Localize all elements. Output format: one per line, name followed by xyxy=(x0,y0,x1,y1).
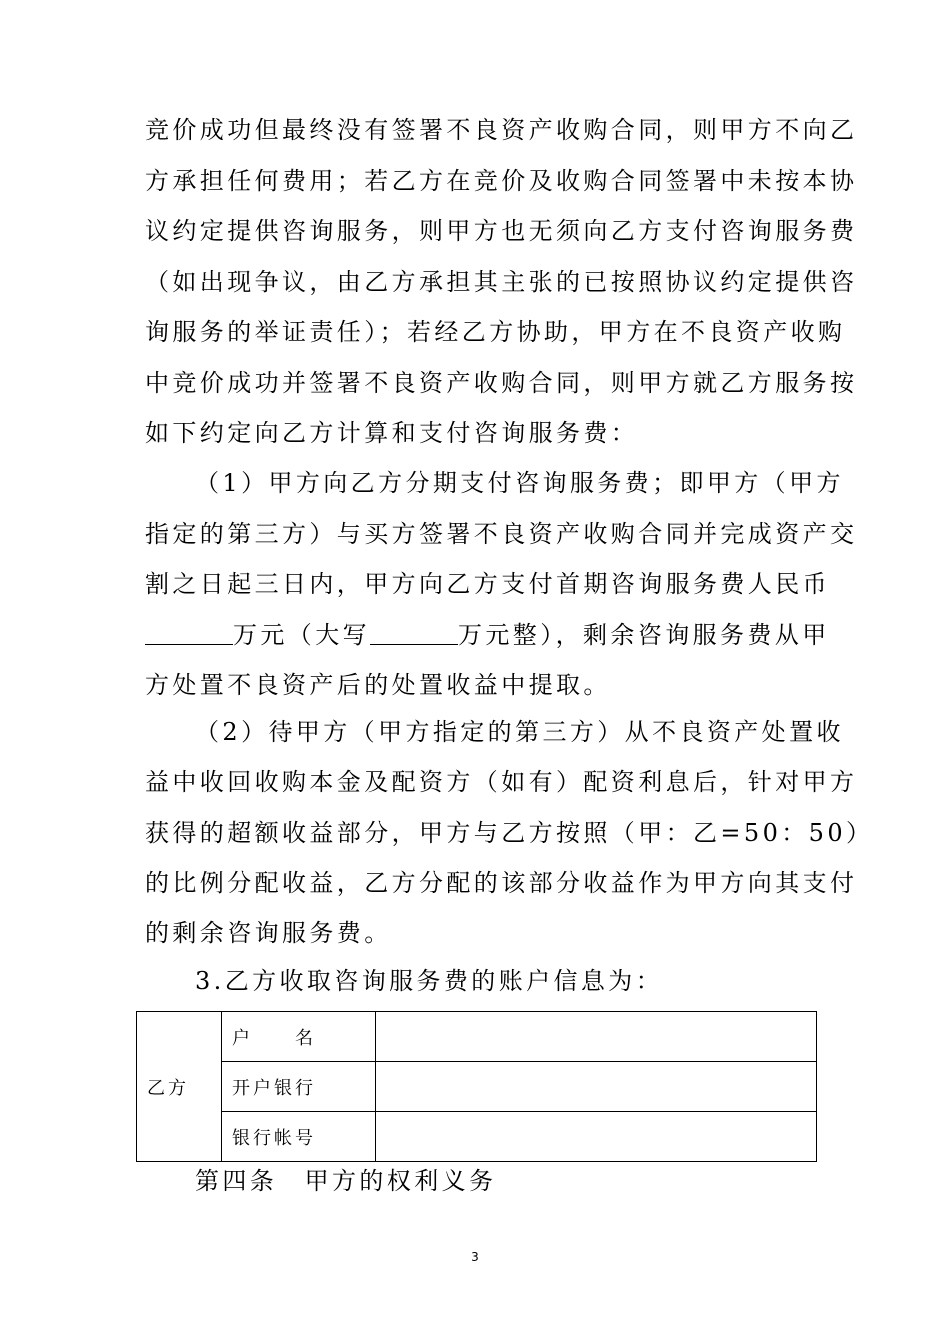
item-1-line: 割之日起三日内，甲方向乙方支付首期咨询服务费人民币 xyxy=(145,570,830,598)
table-row xyxy=(137,1062,817,1112)
paragraph-line: 议约定提供咨询服务，则甲方也无须向乙方支付咨询服务费 xyxy=(145,217,858,245)
bank-name-label: 开户银行 xyxy=(222,1062,376,1112)
account-number-value[interactable] xyxy=(376,1112,817,1162)
item-1-line: 方处置不良资产后的处置收益中提取。 xyxy=(145,671,611,699)
table-row xyxy=(137,1012,817,1062)
account-name-value[interactable] xyxy=(376,1012,817,1062)
item-1-blank-line xyxy=(145,620,830,650)
amount-blank[interactable] xyxy=(145,620,233,645)
page-number: 3 xyxy=(471,1250,479,1264)
paragraph-line: 询服务的举证责任）；若经乙方协助，甲方在不良资产收购 xyxy=(145,318,846,346)
paragraph-line: （如出现争议，由乙方承担其主张的已按照协议约定提供咨 xyxy=(145,268,858,296)
paragraph-line: 竞价成功但最终没有签署不良资产收购合同，则甲方不向乙 xyxy=(145,116,858,144)
account-number-label: 银行帐号 xyxy=(222,1112,376,1162)
item-1-line: （1）甲方向乙方分期支付咨询服务费；即甲方（甲方 xyxy=(195,469,844,497)
item-1-line: 指定的第三方）与买方签署不良资产收购合同并完成资产交 xyxy=(145,520,858,548)
item-2-line: 的剩余咨询服务费。 xyxy=(145,919,392,947)
item-2-line: 获得的超额收益部分，甲方与乙方按照（甲：乙=50：50） xyxy=(145,819,874,847)
item-2-line: 的比例分配收益，乙方分配的该部分收益作为甲方向其支付 xyxy=(145,869,858,897)
item-2-line: （2）待甲方（甲方指定的第三方）从不良资产处置收 xyxy=(195,718,844,746)
amount-words-blank[interactable] xyxy=(370,620,458,645)
item-2-line: 益中收回收购本金及配资方（如有）配资利息后，针对甲方 xyxy=(145,768,858,796)
clause-3-heading: 3.乙方收取咨询服务费的账户信息为： xyxy=(195,967,664,995)
table-row xyxy=(137,1112,817,1162)
account-name-label: 户 名 xyxy=(222,1012,376,1062)
bank-name-value[interactable] xyxy=(376,1062,817,1112)
article-4-heading: 第四条 甲方的权利义务 xyxy=(195,1167,497,1195)
paragraph-line: 如下约定向乙方计算和支付咨询服务费： xyxy=(145,419,639,447)
paragraph-line: 方承担任何费用；若乙方在竞价及收购合同签署中未按本协 xyxy=(145,167,858,195)
party-cell: 乙方 xyxy=(137,1012,222,1162)
paragraph-line: 中竞价成功并签署不良资产收购合同，则甲方就乙方服务按 xyxy=(145,369,858,397)
account-info-table xyxy=(136,1011,817,1162)
item-1-text: 万元整），剩余咨询服务费从甲 xyxy=(458,621,830,649)
item-1-text: 万元（大写 xyxy=(233,621,370,649)
